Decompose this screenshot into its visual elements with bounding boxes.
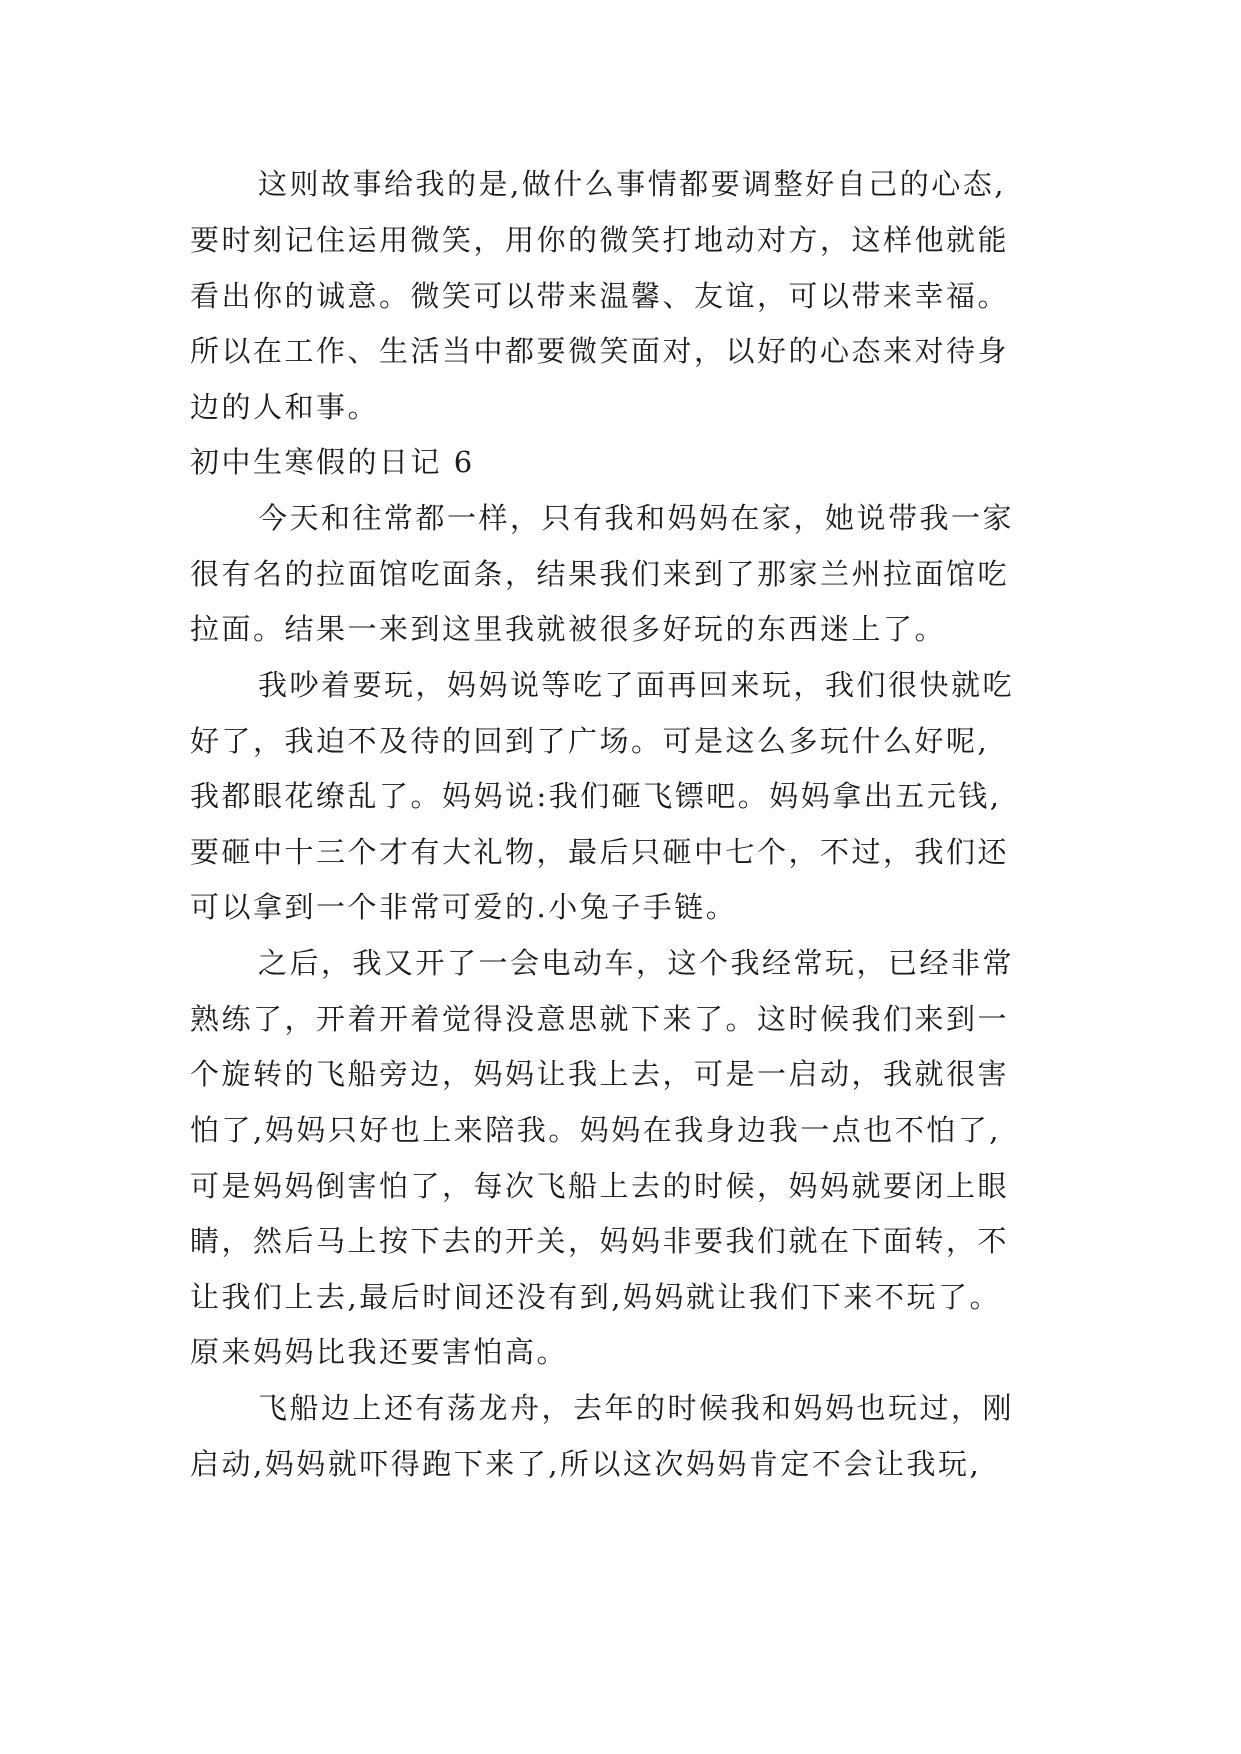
paragraph-line: 启动,妈妈就吓得跑下来了,所以这次妈妈肯定不会让我玩, xyxy=(190,1447,982,1481)
paragraph-line: 可是妈妈倒害怕了，每次飞船上去的时候，妈妈就要闭上眼 xyxy=(190,1169,1010,1203)
paragraph-line: 我吵着要玩，妈妈说等吃了面再回来玩，我们很快就吃 xyxy=(258,668,1015,702)
paragraph-line: 飞船边上还有荡龙舟，去年的时候我和妈妈也玩过，刚 xyxy=(258,1391,1015,1425)
paragraph-line: 边的人和事。 xyxy=(190,390,380,424)
paragraph-line: 要时刻记住运用微笑，用你的微笑打地动对方，这样他就能 xyxy=(190,223,1010,257)
section-heading: 初中生寒假的日记 6 xyxy=(190,445,475,479)
paragraph-line: 要砸中十三个才有大礼物，最后只砸中七个，不过，我们还 xyxy=(190,835,1010,869)
paragraph-line: 原来妈妈比我还要害怕高。 xyxy=(190,1335,569,1369)
paragraph-line: 熟练了，开着开着觉得没意思就下来了。这时候我们来到一 xyxy=(190,1002,1010,1036)
paragraph-line: 我都眼花缭乱了。妈妈说:我们砸飞镖吧。妈妈拿出五元钱, xyxy=(190,779,1002,813)
paragraph-line: 所以在工作、生活当中都要微笑面对，以好的心态来对待身 xyxy=(190,334,1010,368)
paragraph-line: 很有名的拉面馆吃面条，结果我们来到了那家兰州拉面馆吃 xyxy=(190,557,1010,591)
paragraph-line: 可以拿到一个非常可爱的.小兔子手链。 xyxy=(190,890,738,924)
paragraph-line: 怕了,妈妈只好也上来陪我。妈妈在我身边我一点也不怕了, xyxy=(190,1113,1001,1147)
paragraph-line: 拉面。结果一来到这里我就被很多好玩的东西迷上了。 xyxy=(190,612,947,646)
paragraph-line: 今天和往常都一样，只有我和妈妈在家，她说带我一家 xyxy=(258,501,1015,535)
paragraph-line: 睛，然后马上按下去的开关，妈妈非要我们就在下面转，不 xyxy=(190,1224,1010,1258)
paragraph-line: 这则故事给我的是,做什么事情都要调整好自己的心态, xyxy=(258,167,1006,201)
paragraph-line: 好了，我迫不及待的回到了广场。可是这么多玩什么好呢, xyxy=(190,724,990,758)
paragraph-line: 看出你的诚意。微笑可以带来温馨、友谊，可以带来幸福。 xyxy=(190,279,1010,313)
paragraph-line: 个旋转的飞船旁边，妈妈让我上去，可是一启动，我就很害 xyxy=(190,1057,1010,1091)
paragraph-line: 之后，我又开了一会电动车，这个我经常玩，已经非常 xyxy=(258,946,1015,980)
paragraph-line: 让我们上去,最后时间还没有到,妈妈就让我们下来不玩了。 xyxy=(190,1280,1001,1314)
